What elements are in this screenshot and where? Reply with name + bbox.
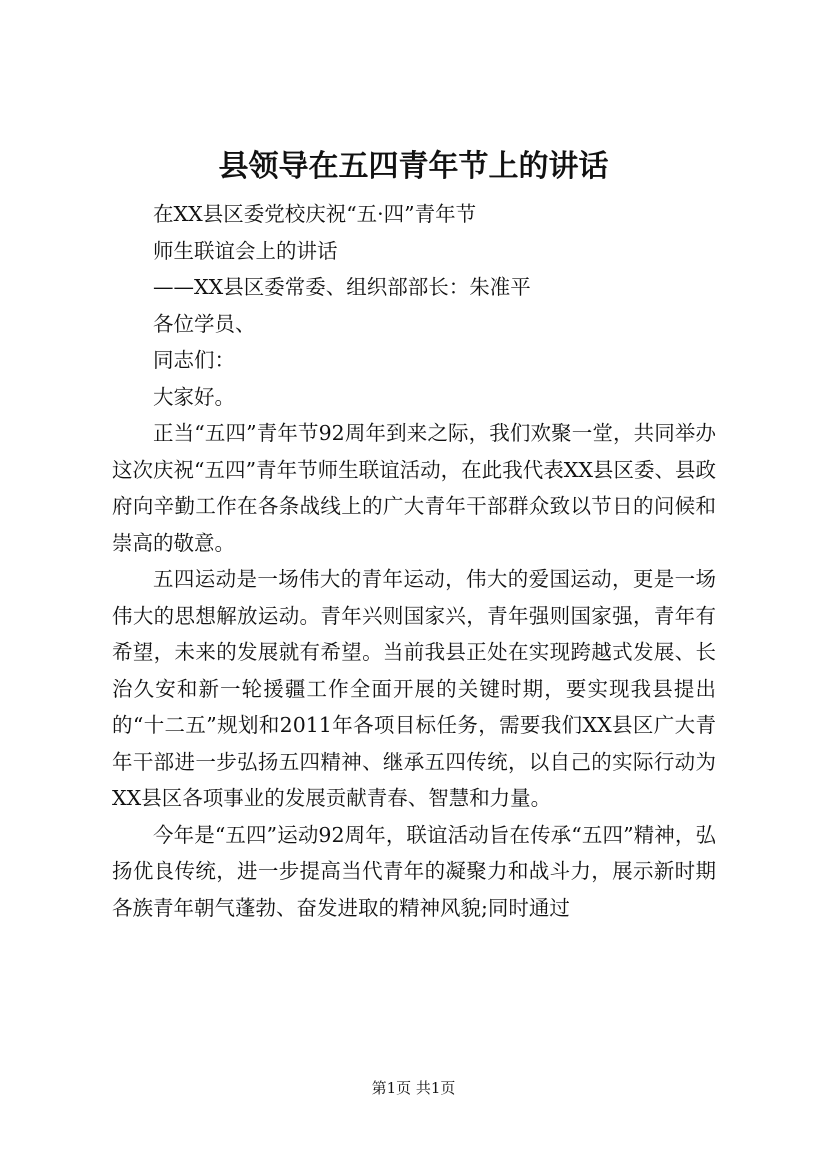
page-footer: 第1页 共1页 [371,1079,456,1097]
document-title: 县领导在五四青年节上的讲话 [218,149,609,184]
intro-line-greeting: 大家好。 [153,384,235,409]
body-paragraph-1: 正当“五四”青年节92周年到来之际，我们欢聚一堂，共同举办这次庆祝“五四”青年节师生联谊活动，在此我代表XX县区委、县政府向辛勤工作在各条战线上的广大青年干部群众致以节日的问候和崇高的敬意。 [112,421,716,555]
intro-line-venue: 在XX县区委党校庆祝“五·四”青年节 [153,202,477,226]
body-paragraph-3: 今年是“五四”运动92周年，联谊活动旨在传承“五四”精神，弘扬优良传统，进一步提高当代青年的凝聚力和战斗力，展示新时期各族青年朝气蓬勃、奋发进取的精神风貌;同时通过 [112,822,716,920]
intro-line-salutation-1: 各位学员、 [153,311,256,336]
document-body [112,196,716,926]
intro-line-event: 师生联谊会上的讲话 [153,238,338,263]
body-paragraph-2: 五四运动是一场伟大的青年运动，伟大的爱国运动，更是一场伟大的思想解放运动。青年兴则国家兴，青年强则国家强，青年有希望，未来的发展就有希望。当前我县正处在实现跨越式发展、长治久安和新一轮援疆工作全面开展的关键时期，要实现我县提出的“十二五”规划和2011年各项目标任务，需要我们XX县区广大青年干部进一步弘扬五四精神、继承五四传统，以自己的实际行动为XX县区各项事业的发展贡献青春、智慧和力量。 [112,567,716,810]
intro-line-speaker: ——XX县区委常委、组织部部长：朱准平 [153,275,531,299]
intro-line-salutation-2: 同志们： [153,348,235,372]
